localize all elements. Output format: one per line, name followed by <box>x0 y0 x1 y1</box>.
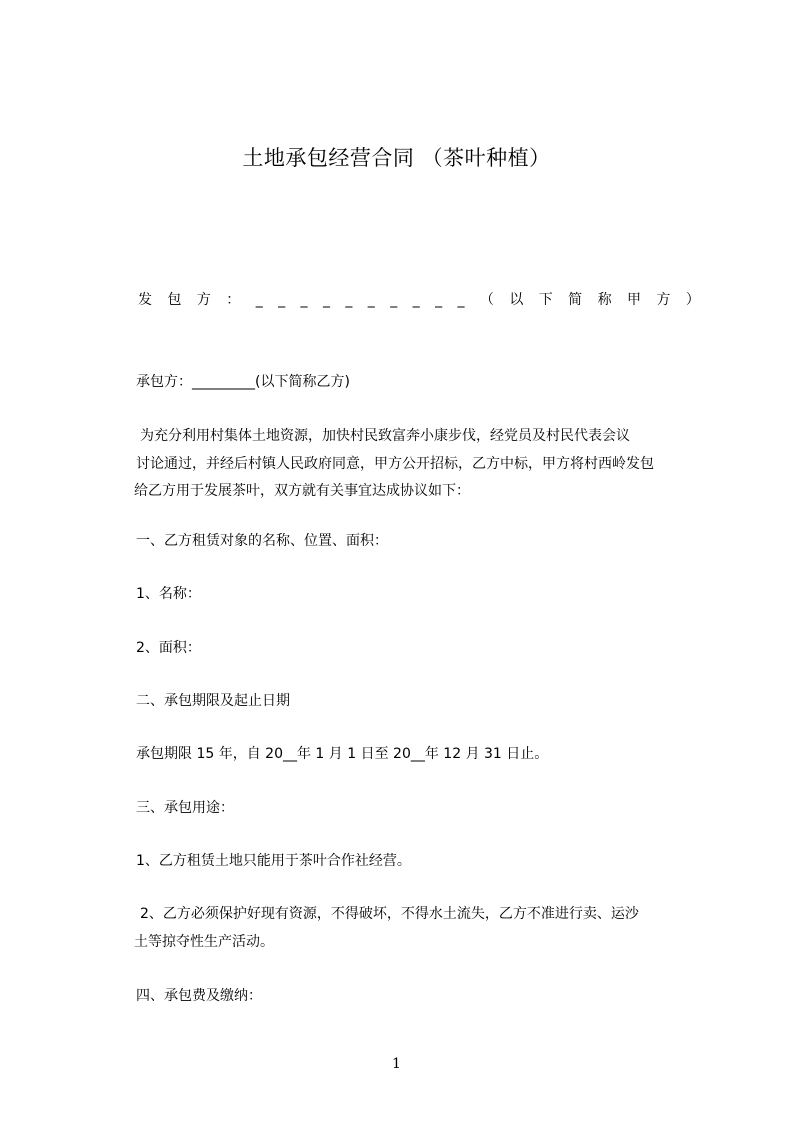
intro-paragraph-line-2: 讨论通过，并经后村镇人民政府同意，甲方公开招标，乙方中标，甲方将村西岭发包 <box>136 456 654 472</box>
party-a-char: 称 <box>597 292 612 308</box>
party-a-char: ： <box>226 292 241 308</box>
party-a-char: 下 <box>538 292 553 308</box>
party-a-line <box>138 290 700 310</box>
section-1-item-area: 2、面积： <box>136 640 201 656</box>
party-a-char: 包 <box>167 292 182 308</box>
party-a-char: _ <box>345 292 353 308</box>
party-a-char: （ <box>479 292 494 308</box>
section-4-heading: 四、承包费及缴纳： <box>136 988 262 1004</box>
party-a-char: _ <box>300 292 308 308</box>
section-1-heading: 一、乙方租赁对象的名称、位置、面积： <box>136 533 388 549</box>
party-a-char: 发 <box>138 292 152 308</box>
party-a-char: 甲 <box>627 292 642 308</box>
section-3-item-1: 1、乙方租赁土地只能用于茶叶合作社经营。 <box>136 853 411 869</box>
party-a-char: _ <box>278 292 286 308</box>
section-3-item-2-line-2: 土等掠夺性生产活动。 <box>134 934 274 950</box>
party-a-char: 方 <box>196 292 211 308</box>
party-a-char: _ <box>412 292 420 308</box>
intro-paragraph-line-3: 给乙方用于发展茶叶，双方就有关事宜达成协议如下： <box>134 483 470 499</box>
section-3-heading: 三、承包用途： <box>136 800 234 816</box>
document-title: 土地承包经营合同 （茶叶种植） <box>242 146 551 170</box>
section-3-item-2-line-1: 2、乙方必须保护好现有资源，不得破坏，不得水土流失，乙方不准进行卖、运沙 <box>140 906 639 922</box>
page-number: 1 <box>392 1056 401 1072</box>
party-a-char: 方 <box>656 292 671 308</box>
party-a-char: _ <box>367 292 375 308</box>
intro-paragraph-line-1: 为充分利用村集体土地资源，加快村民致富奔小康步伐，经党员及村民代表会议 <box>140 428 630 444</box>
party-a-char: 以 <box>509 292 524 308</box>
term-text: 承包期限 15 年，自 20__年 1 月 1 日至 20__年 12 月 31 日止。 <box>136 746 549 762</box>
party-a-char: _ <box>255 292 263 308</box>
party-a-char: ） <box>685 292 700 308</box>
party-a-char: _ <box>435 292 443 308</box>
party-a-char: _ <box>390 292 398 308</box>
party-a-char: 简 <box>568 292 583 308</box>
section-2-heading: 二、承包期限及起止日期 <box>136 693 290 709</box>
party-a-char: _ <box>322 292 330 308</box>
party-a-char: _ <box>457 292 465 308</box>
section-1-item-name: 1、名称： <box>136 586 201 602</box>
party-b-line: 承包方：_________(以下简称乙方) <box>136 374 350 390</box>
